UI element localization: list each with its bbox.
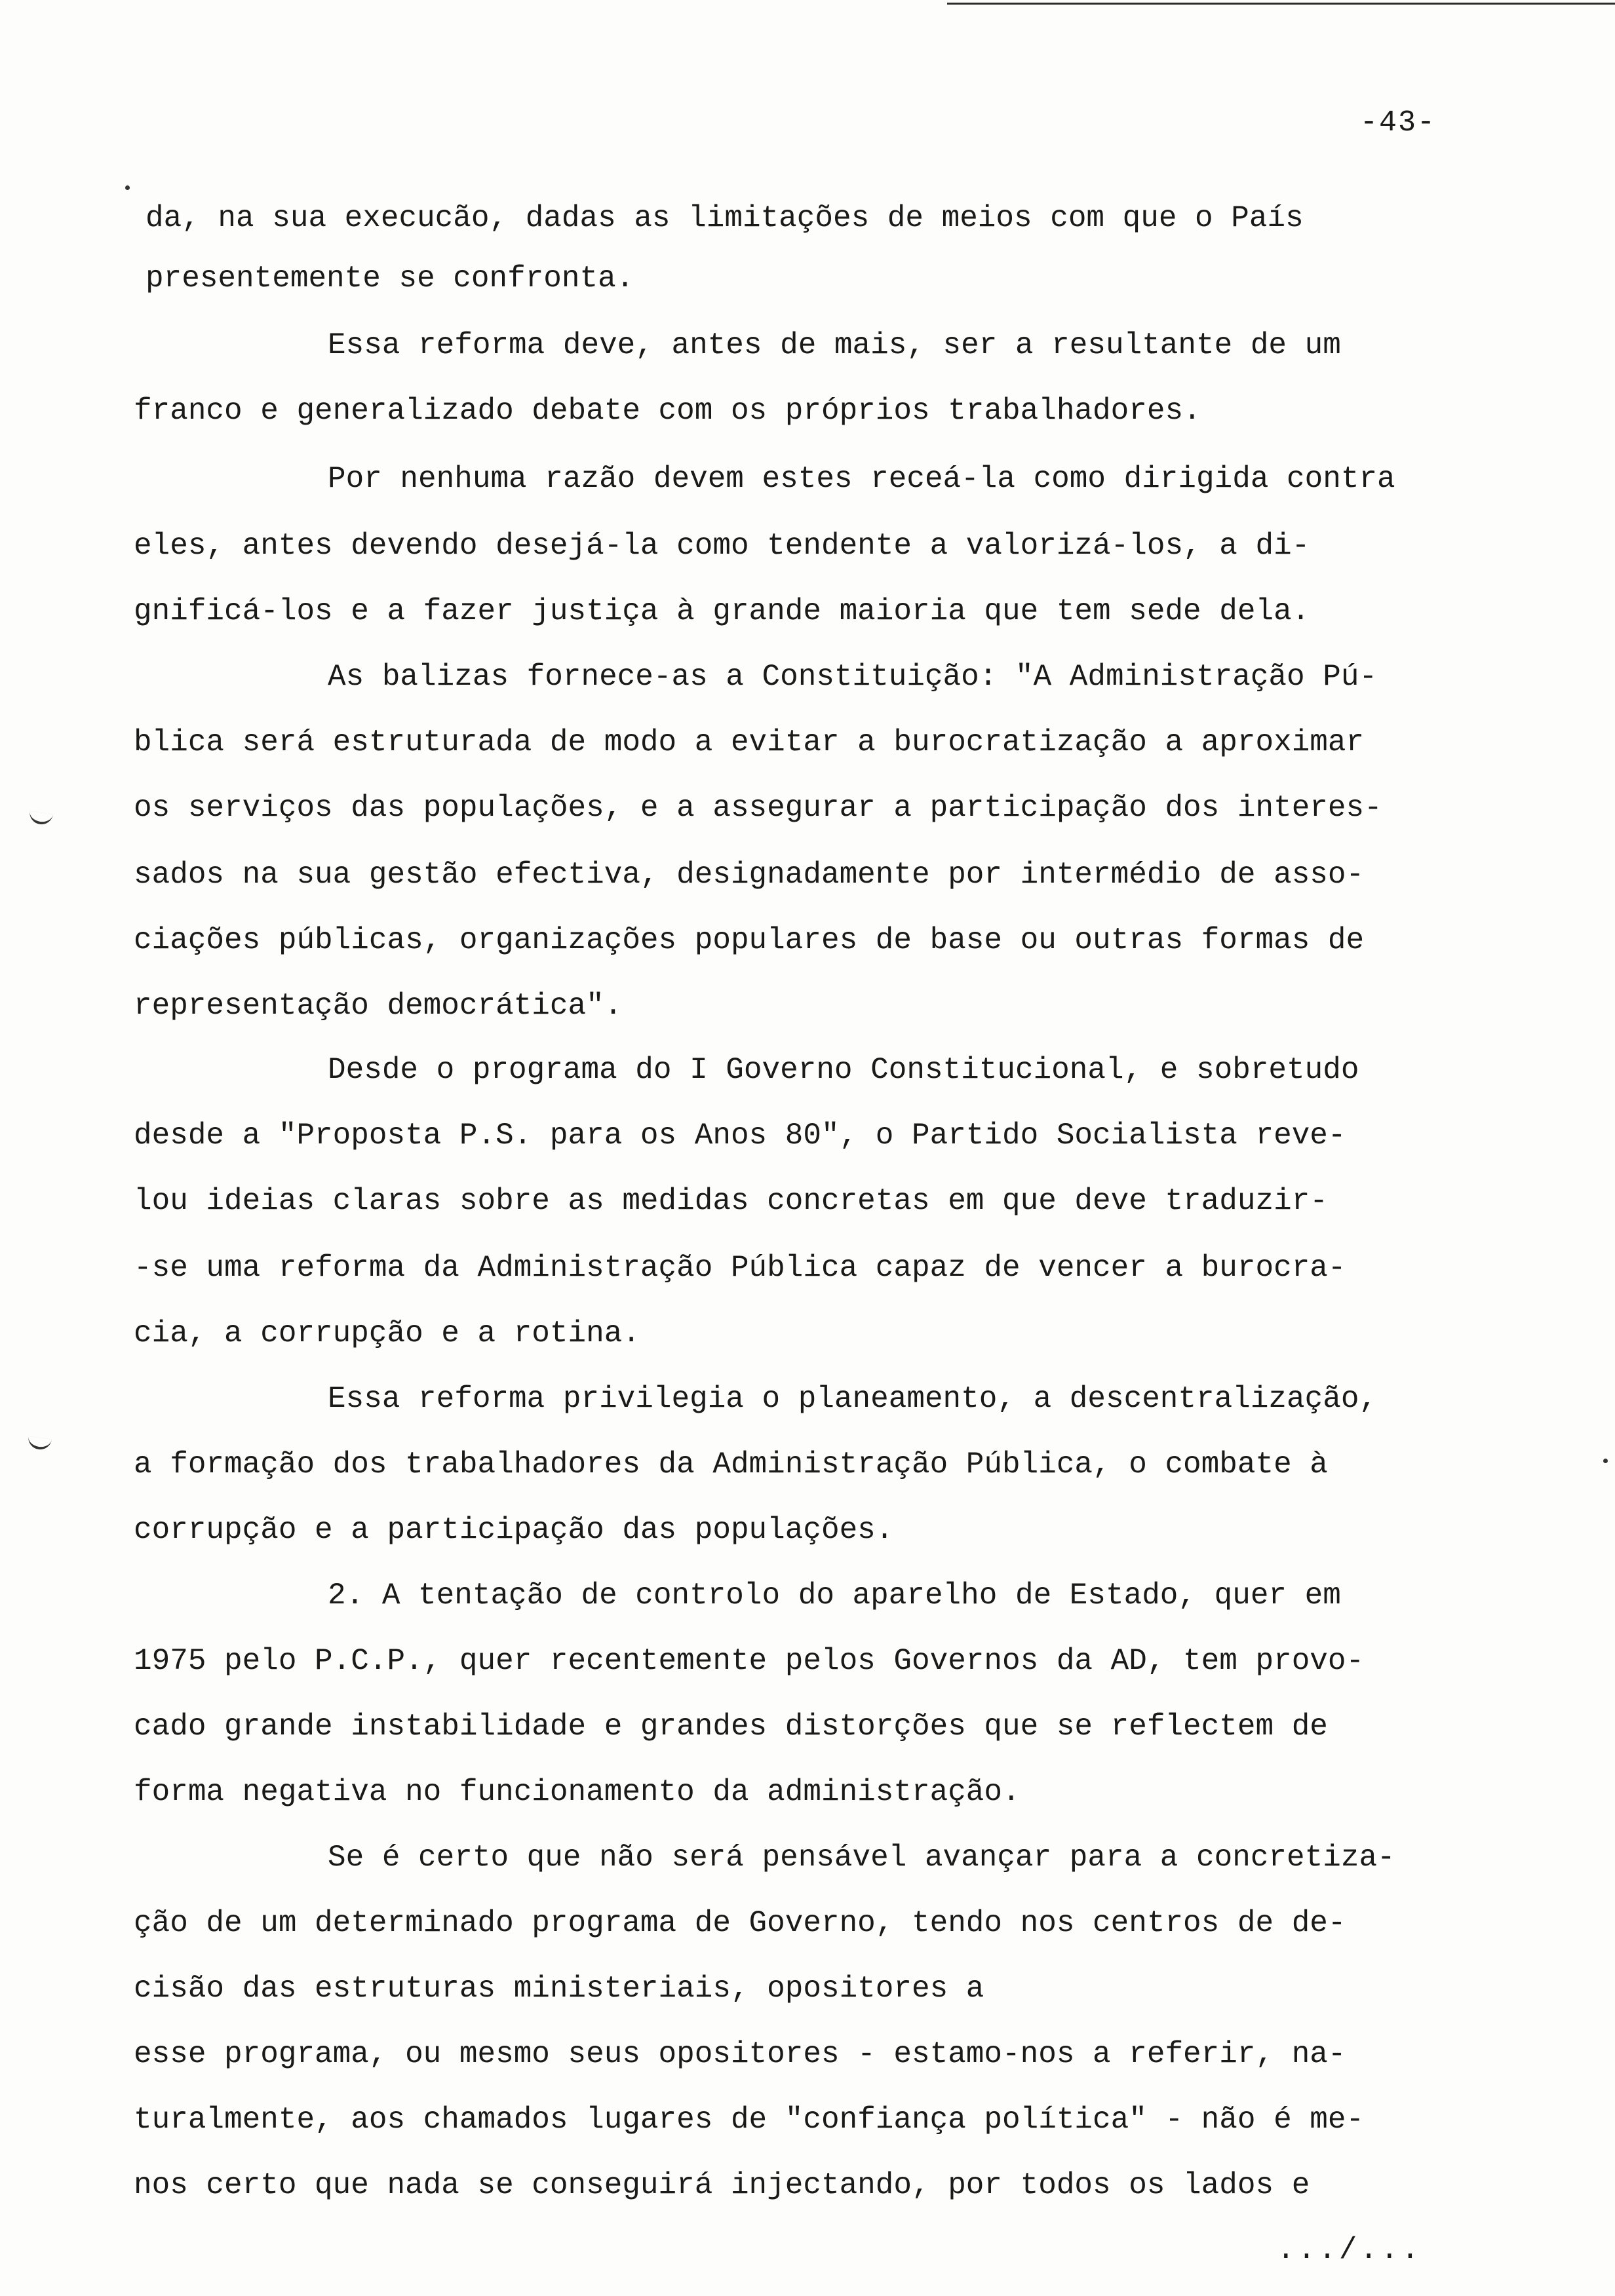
page-number: -43- xyxy=(1360,106,1437,140)
text-line: ção de um determinado programa de Governo, tendo nos centros de de- xyxy=(134,1906,1346,1940)
text-line: sados na sua gestão efectiva, designadamente por intermédio de asso- xyxy=(134,858,1365,892)
text-line: cia, a corrupção e a rotina. xyxy=(134,1316,640,1350)
text-line: Essa reforma privilegia o planeamento, a descentralização, xyxy=(328,1382,1378,1416)
text-line: turalmente, aos chamados lugares de "confiança política" - não é me- xyxy=(134,2103,1365,2137)
text-line: 1975 pelo P.C.P., quer recentemente pelos Governos da AD, tem provo- xyxy=(134,1644,1365,1678)
text-line: franco e generalizado debate com os próprios trabalhadores. xyxy=(134,394,1201,428)
text-line: Essa reforma deve, antes de mais, ser a resultante de um xyxy=(328,328,1341,362)
text-line: As balizas fornece-as a Constituição: "A Administração Pú- xyxy=(328,660,1378,694)
text-line: cado grande instabilidade e grandes distorções que se reflectem de xyxy=(134,1710,1328,1744)
text-line: a formação dos trabalhadores da Administração Pública, o combate à xyxy=(134,1447,1328,1482)
scan-speck xyxy=(1603,1459,1608,1463)
punch-hole-mark xyxy=(27,1436,52,1451)
text-line: forma negativa no funcionamento da administração. xyxy=(134,1775,1021,1809)
text-line: cisão das estruturas ministeriais, opositores a xyxy=(134,1972,984,2006)
text-line: nos certo que nada se conseguirá injectando, por todos os lados e xyxy=(134,2168,1310,2202)
text-line: da, na sua execucão, dadas as limitações de meios com que o País xyxy=(146,201,1304,235)
text-line: Desde o programa do I Governo Constitucional, e sobretudo xyxy=(328,1053,1359,1087)
top-rule xyxy=(947,3,1615,5)
text-line: ciações públicas, organizações populares de base ou outras formas de xyxy=(134,923,1365,957)
text-line: representação democrática". xyxy=(134,989,623,1023)
text-line: Se é certo que não será pensável avançar para a concretiza- xyxy=(328,1841,1395,1875)
text-line: Por nenhuma razão devem estes receá-la como dirigida contra xyxy=(328,462,1395,496)
text-line: 2. A tentação de controlo do aparelho de Estado, quer em xyxy=(328,1578,1341,1613)
scan-speck xyxy=(125,185,130,190)
text-line: desde a "Proposta P.S. para os Anos 80", o Partido Socialista reve- xyxy=(134,1119,1346,1153)
text-line: presentemente se confronta. xyxy=(146,261,634,296)
text-line: eles, antes devendo desejá-la como tendente a valorizá-los, a di- xyxy=(134,529,1310,563)
text-line: -se uma reforma da Administração Pública capaz de vencer a burocra- xyxy=(134,1251,1346,1285)
text-line: lou ideias claras sobre as medidas concretas em que deve traduzir- xyxy=(134,1184,1328,1218)
text-line: os serviços das populações, e a assegurar a participação dos interes- xyxy=(134,791,1382,825)
punch-hole-mark xyxy=(28,811,53,826)
text-line: corrupção e a participação das populações. xyxy=(134,1513,894,1547)
text-line: blica será estruturada de modo a evitar a burocratização a aproximar xyxy=(134,725,1365,759)
continuation-mark: .../... xyxy=(1277,2233,1422,2267)
text-line: esse programa, ou mesmo seus opositores - estamo-nos a referir, na- xyxy=(134,2037,1346,2071)
text-line: gnificá-los e a fazer justiça à grande maioria que tem sede dela. xyxy=(134,594,1310,628)
